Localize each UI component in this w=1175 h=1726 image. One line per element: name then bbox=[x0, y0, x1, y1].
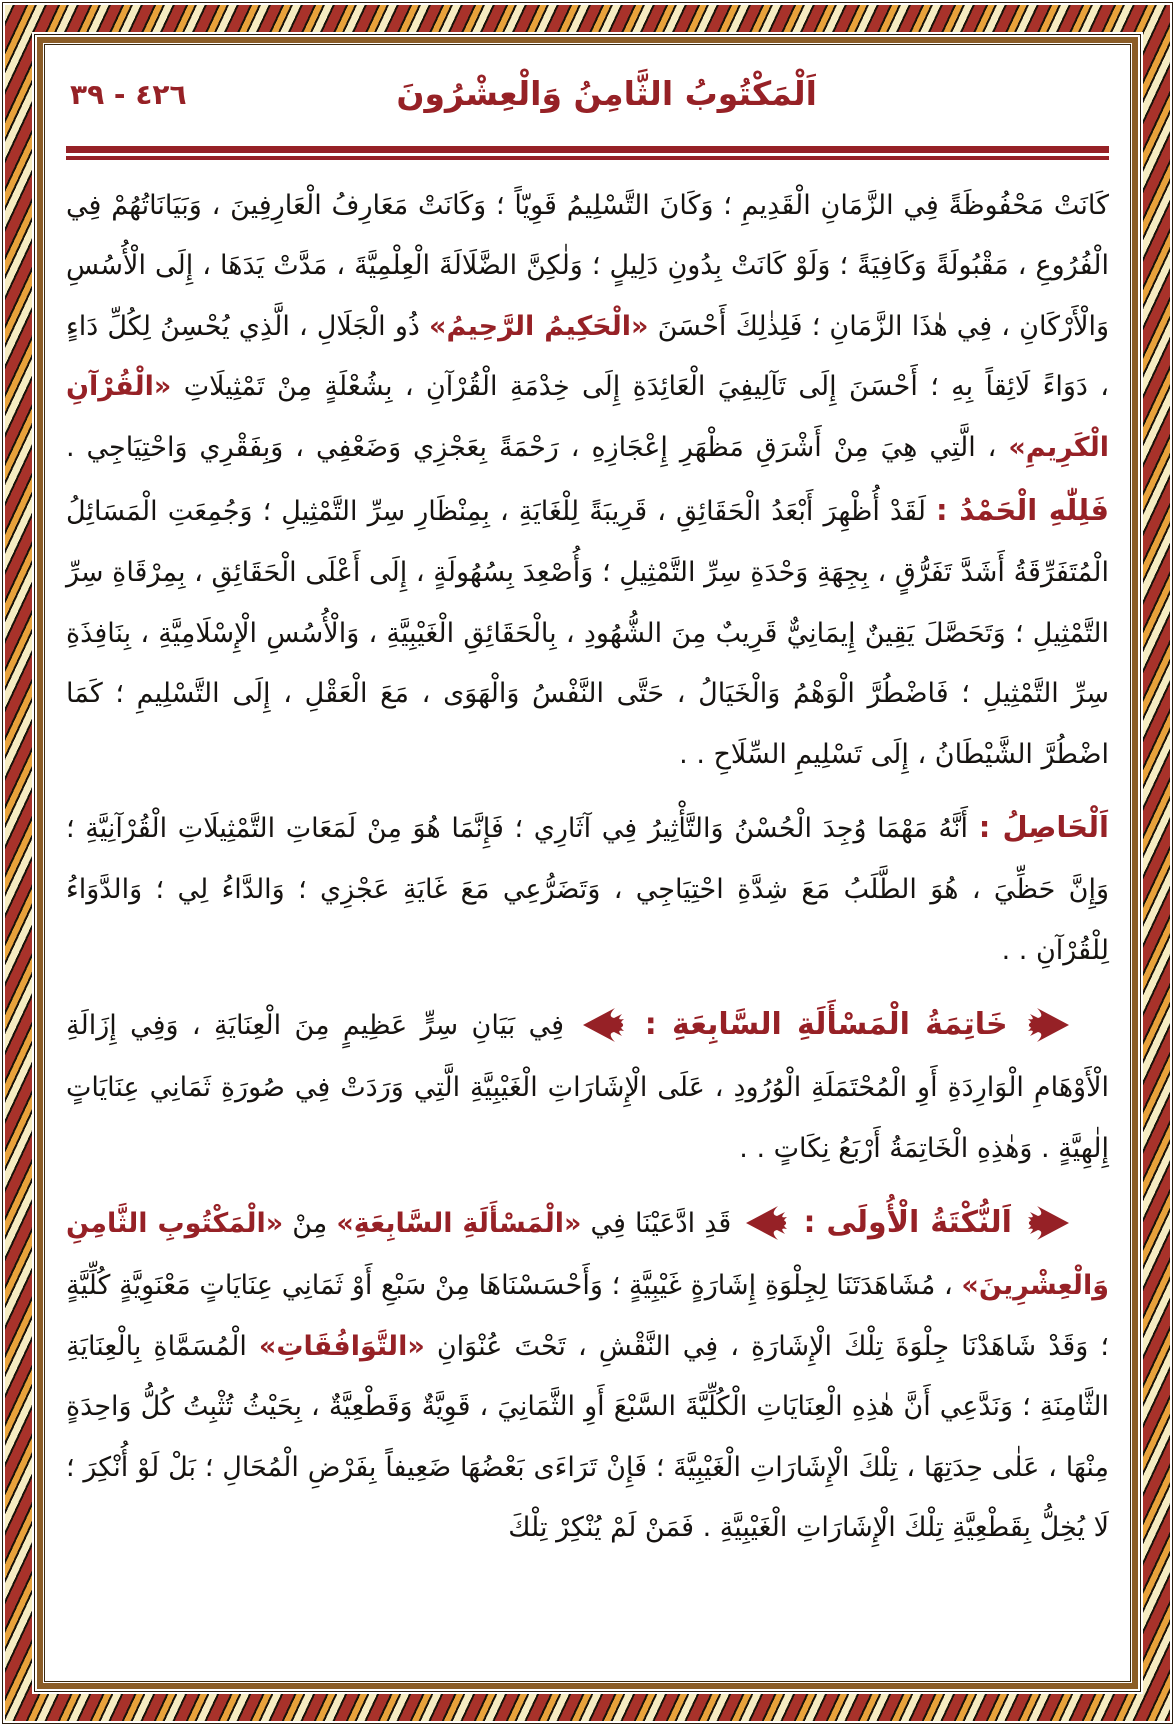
section-nukta1-text bbox=[66, 1208, 1109, 1543]
paragraph-intro bbox=[66, 176, 1109, 785]
text-run-red: اَلْحَاصِلُ : bbox=[978, 810, 1109, 845]
text-run-black: ، الَّتِي هِيَ مِنْ أَشْرَقِ مَظْهَرِ إِعْجَازِهِ ، رَحْمَةً بِعَجْزِي وَضَعْفِي ، وَبِفَقْرِي وَاحْتِيَاجِي . bbox=[66, 431, 1009, 463]
text-run-red: «الْقُرْآنِ الْكَرِيمِ» bbox=[66, 371, 1109, 463]
section-nukta1-heading: اَلنُّكْتَةُ الْأُولَى : bbox=[803, 1205, 1012, 1241]
text-run-red: «الْمَسْأَلَةِ السَّابِعَةِ» bbox=[336, 1208, 582, 1240]
section-khatima-heading: خَاتِمَةُ الْمَسْأَلَةِ السَّابِعَةِ : bbox=[644, 1007, 1008, 1043]
text-run-black: لَقَدْ أُظْهِرَ أَبْعَدُ الْحَقَائِقِ ، قَرِيبَةً لِلْغَايَةِ ، بِمِنْظَارِ سِرِّ التَّمْثِيلِ ؛ وَجُمِعَتِ الْمَسَائِلُ الْمُتَفَرِّقَةُ أَشَدَّ تَفَرُّقٍ ، بِجِهَةِ وَحْدَةِ سِرِّ التَّمْثِيلِ ؛ وَأُصْعِدَ بِسُهُولَةٍ ، إِلَى أَعْلَى الْحَقَائِقِ ، بِمِرْقَاةِ سِرِّ التَّمْثِيلِ ؛ وَتَحَصَّلَ يَقِينٌ إِيمَانِيٌّ قَرِيبٌ مِنَ الشُّهُودِ ، بِالْحَقَائِقِ الْغَيْبِيَّةِ ، وَالْأُسُسِ الْإِسْلَامِيَّةِ ، بِنَافِذَةِ سِرِّ التَّمْثِيلِ ؛ فَاضْطُرَّ الْوَهْمُ وَالْخَيَالُ ، حَتَّى النَّفْسُ وَالْهَوَى ، مَعَ الْعَقْلِ ، إِلَى التَّسْلِيمِ ؛ كَمَا اضْطُرَّ الشَّيْطَانُ ، إِلَى تَسْلِيمِ السِّلَاحِ . . bbox=[66, 496, 1109, 770]
fleuron-arrow-right-icon bbox=[1025, 1004, 1071, 1046]
text-run-black: ، مُشَاهَدَتَنَا لِجِلْوَةِ إِشَارَةٍ غَيْبِيَّةٍ ؛ وَأَحْسَسْنَاهَا مِنْ سَبْعِ أَوْ ثَمَانِي عِنَايَاتٍ مَعْنَوِيَّةٍ كُلِّيَّةٍ ؛ وَقَدْ شَاهَدْنَا جِلْوَةَ تِلْكَ الْإِشَارَةِ ، فِي النَّقْشِ ، تَحْتَ عُنْوَانِ bbox=[66, 1270, 1109, 1362]
text-run-black: فِي بَيَانِ سِرٍّ عَظِيمٍ مِنَ الْعِنَايَةِ ، وَفِي إِزَالَةِ الْأَوْهَامِ الْوَارِدَةِ أَوِ الْمُحْتَمَلَةِ الْوُرُودِ ، عَلَى الْإِشَارَاتِ الْغَيْبِيَّةِ الَّتِي وَرَدَتْ فِي صُورَةِ ثَمَانِي عِنَايَاتٍ إِلٰهِيَّةٍ . وَهٰذِهِ الْخَاتِمَةُ أَرْبَعُ نِكَاتٍ . . bbox=[66, 1010, 1109, 1164]
text-run-black: ذُو الْجَلَالِ ، الَّذِي يُحْسِنُ لِكُلِّ دَاءٍ ، دَوَاءً لَائِقاً بِهِ ؛ أَحْسَنَ إِلَى تَآلِيفِيَ الْعَائِدَةِ إِلَى خِدْمَةِ الْقُرْآنِ ، بِشُعْلَةٍ مِنْ تَمْثِيلَاتِ bbox=[66, 310, 1109, 403]
text-run-black: مِنْ bbox=[283, 1208, 337, 1240]
page-number: ٤٢٦ - ٣٩ bbox=[70, 78, 187, 111]
text-run-black: قَدِ ادَّعَيْنَا فِي bbox=[581, 1208, 732, 1240]
text-run-black: أَنَّهُ مَهْمَا وُجِدَ الْحُسْنُ وَالتَّأْثِيرُ فِي آثَارِي ؛ فَإِنَّمَا هُوَ مِنْ لَمَعَاتِ التَّمْثِيلَاتِ الْقُرْآنِيَّةِ ؛ وَإِنَّ حَظِّيَ ، هُوَ الطَّلَبُ مَعَ شِدَّةِ احْتِيَاجِي ، وَتَضَرُّعِي مَعَ غَايَةِ عَجْزِي ؛ وَالدَّاءُ لِي ؛ وَالدَّوَاءُ لِلْقُرْآنِ . . bbox=[66, 813, 1109, 966]
section-nukta1 bbox=[66, 1189, 1109, 1559]
page-header bbox=[66, 66, 1109, 130]
paragraph-conclusion bbox=[66, 795, 1109, 981]
header-double-rule bbox=[66, 146, 1109, 160]
fleuron-arrow-left-icon bbox=[744, 1202, 790, 1244]
text-run-red: فَلِلّٰهِ الْحَمْدُ : bbox=[936, 493, 1109, 528]
section-khatima bbox=[66, 991, 1109, 1179]
text-run-black: كَانَتْ مَحْفُوظَةً فِي الزَّمَانِ الْقَدِيمِ ؛ وَكَانَ التَّسْلِيمُ قَوِيّاً ؛ وَكَانَتْ مَعَارِفُ الْعَارِفِينَ ، وَبَيَانَاتُهُمْ فِي الْفُرُوعِ ، مَقْبُولَةً وَكَافِيَةً ؛ وَلَوْ كَانَتْ بِدُونِ دَلِيلٍ ؛ وَلٰكِنَّ الضَّلَالَةَ الْعِلْمِيَّةَ ، مَدَّتْ يَدَهَا ، إِلَى الْأُسُسِ وَالْأَرْكَانِ ، فِي هٰذَا الزَّمَانِ ؛ فَلِذٰلِكَ أَحْسَنَ bbox=[66, 190, 1110, 342]
fleuron-arrow-left-icon bbox=[581, 1004, 627, 1046]
text-run-red: «الْحَكِيمُ الرَّحِيمُ» bbox=[429, 310, 649, 342]
page-content bbox=[66, 52, 1109, 1674]
page-title: اَلْمَكْتُوبُ الثَّامِنُ وَالْعِشْرُونَ bbox=[396, 74, 817, 113]
text-run-red: «الْمَكْتُوبِ الثَّامِنِ وَالْعِشْرِينَ» bbox=[66, 1208, 1109, 1302]
text-run-black: الْمُسَمَّاةِ بِالْعِنَايَةِ الثَّامِنَةِ ؛ وَنَدَّعِي أَنَّ هٰذِهِ الْعِنَايَاتِ الْكُلِّيَّةَ السَّبْعَ أَوِ الثَّمَانِيَ ، قَوِيَّةٌ وَقَطْعِيَّةٌ ، بِحَيْثُ تُثْبِتُ كُلُّ وَاحِدَةٍ مِنْهَا ، عَلٰى حِدَتِهَا ، تِلْكَ الْإِشَارَاتِ الْغَيْبِيَّةَ ؛ فَإِنْ تَرَاءَى بَعْضُهَا ضَعِيفاً بِفَرْضِ الْمُحَالِ ؛ بَلْ لَوْ أُنْكِرَ ؛ لَا يُخِلُّ بِقَطْعِيَّةِ تِلْكَ الْإِشَارَاتِ الْغَيْبِيَّةِ . فَمَنْ لَمْ يُنْكِرْ تِلْكَ bbox=[66, 1330, 1109, 1544]
fleuron-arrow-right-icon bbox=[1025, 1202, 1071, 1244]
text-run-red: «التَّوَافُقَاتِ» bbox=[258, 1330, 425, 1362]
body-text bbox=[66, 176, 1109, 1559]
